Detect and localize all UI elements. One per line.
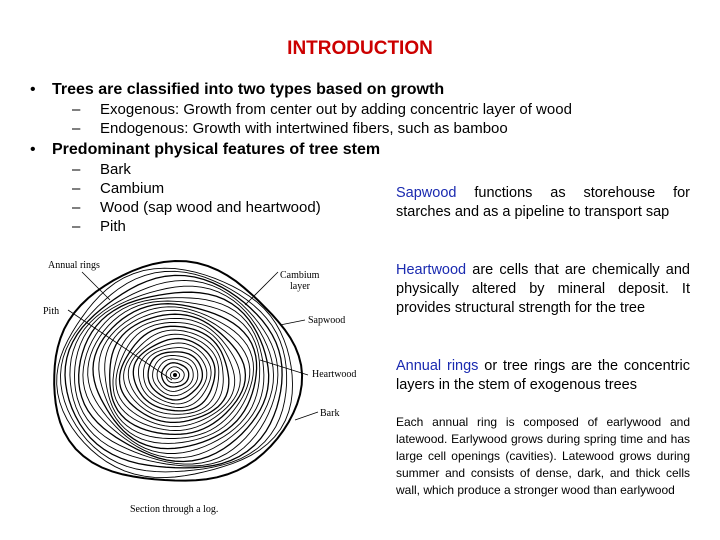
cambium-layer-label: layer	[290, 281, 310, 292]
bullet-dot: •	[30, 141, 36, 158]
diagram-caption: Section through a log.	[130, 504, 219, 515]
pith-dot	[173, 373, 177, 377]
sub-bullet-text: Wood (sap wood and heartwood)	[100, 199, 321, 216]
bullet-text: Trees are classified into two types based on growth	[52, 81, 445, 98]
bullet-text: Predominant physical features of tree stem	[52, 141, 381, 158]
sub-bullet-cambium: – Cambium	[72, 180, 165, 197]
sapwood-text: functions as storehouse for starches and as a pipeline to transport sap	[396, 185, 690, 220]
sapwood-label: Sapwood	[308, 315, 346, 326]
sub-bullet-text: Pith	[100, 218, 126, 235]
heartwood-paragraph	[396, 261, 690, 318]
sub-bullet-text: Endogenous: Growth with intertwined fibers, such as bamboo	[100, 120, 508, 137]
bullet-tree-types	[30, 81, 444, 99]
cambium-label: Cambium	[280, 270, 320, 281]
sub-bullet-pith: – Pith	[72, 218, 126, 235]
earlywood-paragraph: Each annual ring is composed of earlywood and latewood. Earlywood grows during spring time and has large cell openings (cavities). Latewood grows during summer and consists of dense, dark, and thick cells wall, which produce a stronger wood than earlywood	[396, 415, 690, 497]
heartwood-label: Heartwood	[312, 369, 357, 380]
annual-rings-text: or tree rings are the concentric layers in the stem of exogenous trees	[396, 358, 690, 393]
annual-rings-paragraph	[396, 357, 690, 395]
sub-bullet-endogenous: – Endogenous: Growth with intertwined fibers, such as bamboo	[72, 120, 508, 137]
slide-title: INTRODUCTION	[287, 38, 433, 59]
annual-rings-label: Annual rings	[48, 260, 100, 271]
sapwood-paragraph	[396, 184, 690, 222]
heartwood-text: are cells that are chemically and physically altered by mineral deposit. It provides structural strength for the tree	[396, 262, 690, 316]
log-cross-section-diagram	[40, 250, 380, 525]
sub-bullet-text: Exogenous: Growth from center out by adding concentric layer of wood	[100, 101, 572, 118]
bullet-features	[30, 141, 380, 159]
sub-bullet-wood: – Wood (sap wood and heartwood)	[72, 199, 321, 216]
sapwood-term: Sapwood	[396, 185, 457, 201]
annual-rings-group	[54, 261, 302, 481]
bark-label: Bark	[320, 408, 340, 419]
sub-bullet-exogenous: – Exogenous: Growth from center out by adding concentric layer of wood	[72, 101, 572, 118]
heartwood-term: Heartwood	[396, 262, 467, 278]
sub-bullet-text: Bark	[100, 161, 131, 178]
sub-bullet-bark: – Bark	[72, 161, 131, 178]
bullet-dot: •	[30, 81, 36, 98]
annual-rings-term: Annual rings	[396, 358, 479, 374]
pith-label: Pith	[43, 306, 60, 317]
sub-bullet-text: Cambium	[100, 180, 165, 197]
